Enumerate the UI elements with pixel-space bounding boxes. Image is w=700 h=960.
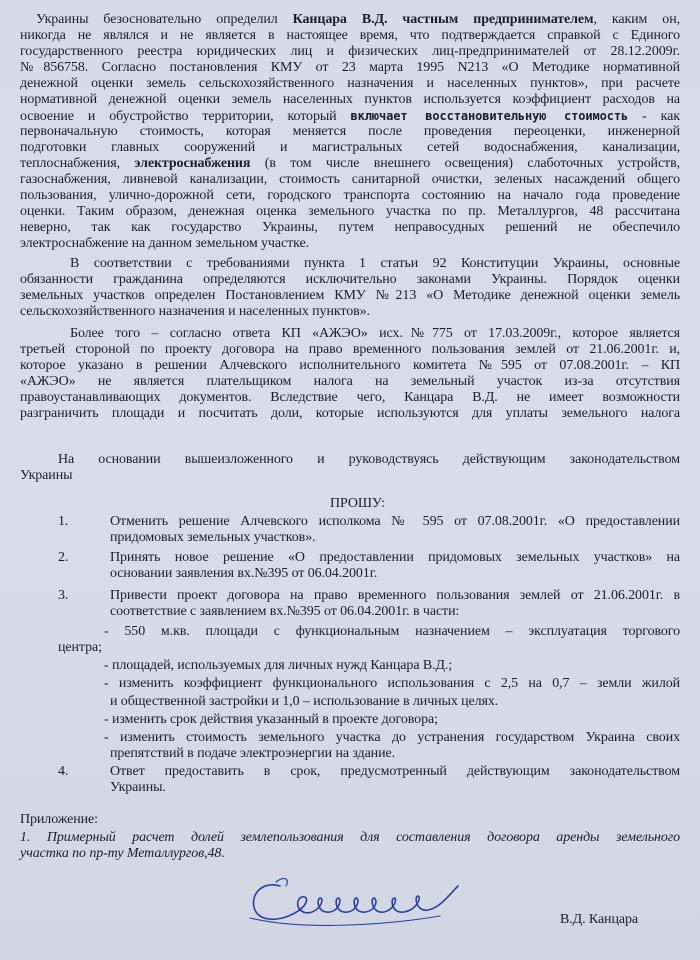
p3-line-5: правоустанавливающих документов. Вследствие чего, Канцара В.Д. не имеет возможности xyxy=(20,390,680,405)
item-3-number: 3. xyxy=(58,588,69,603)
item-2-line-2: основании заявления вх.№395 от 06.04.2001г. xyxy=(110,566,378,581)
p3-line-1: Более того – согласно ответа КП «АЖЭО» исх.№775 от 17.03.2009г., которое является xyxy=(70,326,680,341)
p1-line-8: первоначальную стоимость, которая меняется после проведения переоценки, инженерной xyxy=(20,124,680,139)
p1-line-10-part-a: теплоснабжения, xyxy=(20,156,135,171)
subitem-3-line-2: и общественной застройки и 1,0 – использование в личных целях. xyxy=(110,694,499,709)
item-1-number: 1. xyxy=(58,514,69,529)
subitem-1-line-1: - 550 м.кв. площади с функциональным назначением – эксплуатация торгового xyxy=(104,624,680,639)
p1-line-14: неверно, так как государство Украины, путем неправосудных решений не обеспечило xyxy=(20,220,680,235)
item-1-line-2: придомовых земельных участков». xyxy=(110,530,316,545)
p1-line-5: денежной оценки земель сельскохозяйственного назначения и населенных пунктов», при расчете xyxy=(20,76,680,91)
handwritten-signature xyxy=(240,868,470,938)
p4-line-1: На основании вышеизложенного и руководствуясь действующим законодательством xyxy=(58,452,680,467)
p1-line-7-part-c: - как xyxy=(628,109,680,124)
p1-line-6: нормативной денежной оценки земель населенных пунктов используется коэффициент расходов на xyxy=(20,92,680,107)
p1-line-1 xyxy=(20,12,680,28)
request-heading: ПРОШУ: xyxy=(330,496,385,511)
appendix-line-1: 1. Примерный расчет долей землепользования для составления договора аренды земельного xyxy=(20,830,680,845)
p1-line-9: подготовки главных сооружений и магистральных сетей водоснабжения, канализации, xyxy=(20,140,680,155)
item-4-number: 4. xyxy=(58,764,69,779)
p2-line-2: обязанности гражданина определяются исключительно законами Украины. Порядок оценки xyxy=(20,272,680,287)
p1-line-7-part-a: освоение и обустройство территории, который xyxy=(20,109,351,124)
subitem-4: - изменить срок действия указанный в проекте договора; xyxy=(104,712,438,727)
p1-line-1-part-a: Украины безосновательно определил xyxy=(36,12,293,27)
item-4-line-2: Украины. xyxy=(110,780,166,795)
p2-line-4: сельскохозяйственного назначения и населенных пунктов». xyxy=(20,304,370,319)
appendix-title: Приложение: xyxy=(20,812,98,827)
p2-line-3: земельных участков определен Постановлением КМУ №213 «О Методике денежной оценки земель xyxy=(20,288,680,303)
p1-line-1-part-c: , каким он, xyxy=(593,12,681,27)
item-1-line-1: Отменить решение Алчевского исполкома № 595 от 07.08.2001г. «О предоставлении xyxy=(110,514,680,529)
p4-line-2: Украины xyxy=(20,468,73,483)
p1-bold-phrase: включает восстановительную стоимость xyxy=(350,109,629,123)
p2-line-1: В соответствии с требованиями пункта 1 статьи 92 Конституции Украины, основные xyxy=(70,256,680,271)
item-3-line-2: соответствие с заявлением вх.№395 от 06.04.2001г. в части: xyxy=(110,604,460,619)
subitem-5-line-2: препятствий в подаче электроэнергии на здание. xyxy=(110,746,395,761)
subitem-1-line-2: центра; xyxy=(58,640,102,655)
item-2-line-1: Принять новое решение «О предоставлении придомовых земельных участков» на xyxy=(110,550,680,565)
item-2-number: 2. xyxy=(58,550,69,565)
item-4-line-1: Ответ предоставить в срок, предусмотренный действующим законодательством xyxy=(110,764,680,779)
p1-line-7 xyxy=(20,108,680,125)
p1-line-10 xyxy=(20,156,680,172)
p1-line-2: никогда не являлся и не является в настоящее время, что подтверждается справкой с Единого xyxy=(20,28,680,43)
appendix-line-2: участка по пр-ту Металлургов,48. xyxy=(20,846,225,861)
p3-line-2: третьей стороной по проекту договора на право временного пользования землей от 21.06.2001г. и, xyxy=(20,342,680,357)
p1-line-10-part-c: (в том числе внешнего освещения) слаботочных устройств, xyxy=(250,156,680,171)
p1-line-3: государственного реестра юридических лиц и физических лиц-предпринимателей от 28.12.2009г. xyxy=(20,44,680,59)
p3-line-3: которое указано в решении Алчевского исполнительного комитета №595 от 07.08.2001г. – КП xyxy=(20,358,680,373)
p1-line-13: оценки. Таким образом, денежная оценка земельного участка по пр. Металлургов, 48 рассчитана xyxy=(20,204,680,219)
p1-bold-name: Канцара В.Д. частным предпринимателем xyxy=(292,12,594,27)
subitem-5-line-1: - изменить стоимость земельного участка до устранения государством Украина своих xyxy=(104,730,680,745)
p1-bold-electro: электроснабжения xyxy=(134,156,251,171)
p1-line-12: пользования, улично-дорожной сети, городского транспорта состоянию на начало года проведение xyxy=(20,188,680,203)
signer-name: В.Д. Канцара xyxy=(560,912,638,927)
item-3-line-1: Привести проект договора на право временного пользования землей от 21.06.2001г. в xyxy=(110,588,680,603)
p1-line-15: электроснабжение на данном земельном участке. xyxy=(20,236,309,251)
p3-line-6: разграничить площади и посчитать доли, которые используются для уплаты земельного налога xyxy=(20,406,680,421)
subitem-2: - площадей, используемых для личных нужд Канцара В.Д.; xyxy=(104,658,453,673)
p3-line-4: «АЖЭО» не является плательщиком налога на земельный участок из-за отсутствия xyxy=(20,374,680,389)
subitem-3-line-1: - изменить коэффициент функционального использования с 2,5 на 0,7 – земли жилой xyxy=(104,676,680,691)
p1-line-4: №856758. Согласно постановления КМУ от 23 марта 1995 N213 «О Методике нормативной xyxy=(20,60,680,75)
p1-line-11: газоснабжения, ливневой канализации, стоимость санитарной очистки, зеленых насаждений общего xyxy=(20,172,680,187)
